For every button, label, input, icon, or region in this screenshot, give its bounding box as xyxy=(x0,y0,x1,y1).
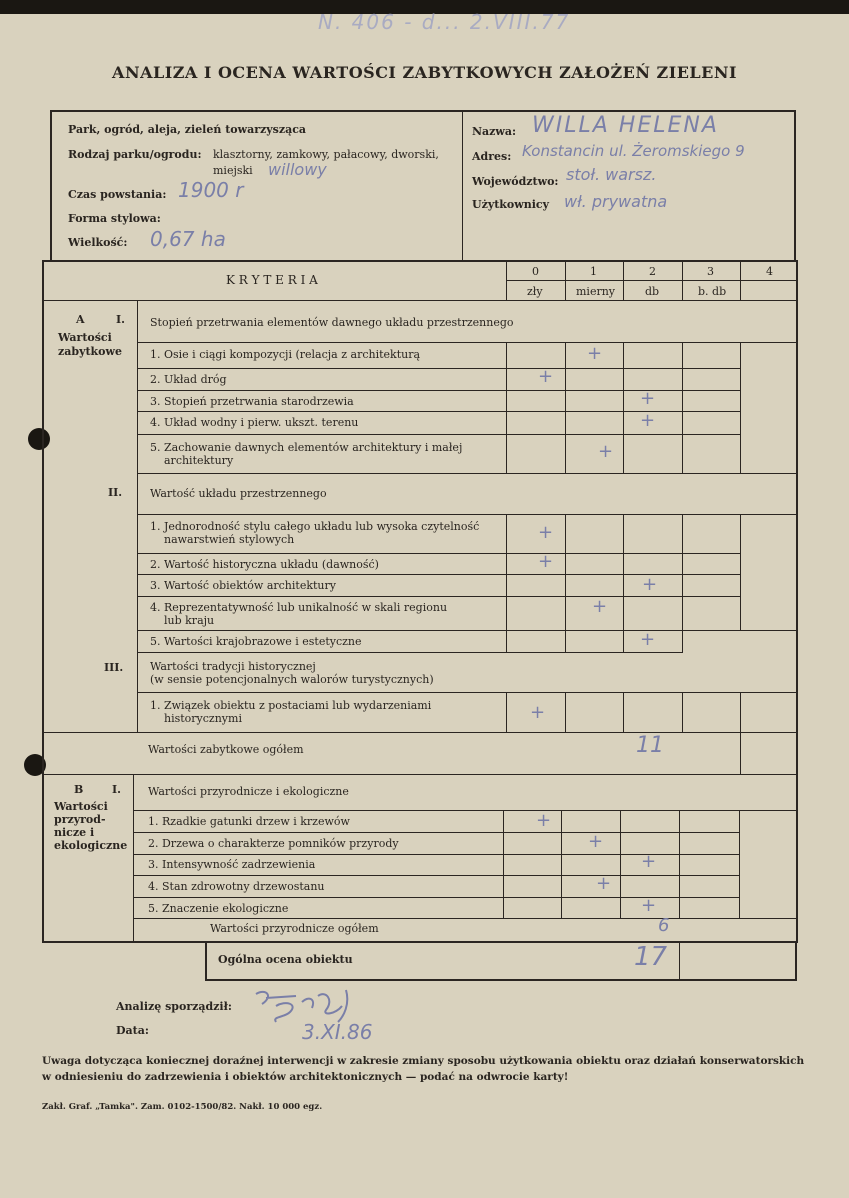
section-a-iii-num: III. xyxy=(104,661,124,674)
section-b-name-3: nicze i xyxy=(54,826,95,839)
grid-col xyxy=(503,810,504,918)
overall-label: Ogólna ocena obiektu xyxy=(218,953,353,966)
criteria-header: K R Y T E R I A xyxy=(226,273,318,287)
section-b-title: Wartości przyrodnicze i ekologiczne xyxy=(148,785,349,798)
grid-col xyxy=(623,514,624,652)
row-rule xyxy=(137,342,798,343)
score-mark: + xyxy=(641,895,657,916)
section-a-ii-num: II. xyxy=(108,486,123,499)
score-mark: + xyxy=(598,441,614,462)
score-mark: + xyxy=(641,851,657,872)
left-col-line xyxy=(133,774,134,942)
park-type-options-2: miejski xyxy=(213,164,253,177)
archive-note: N. 406 - d... 2.VIII.77 xyxy=(318,10,571,34)
size-label: Wielkość: xyxy=(68,236,128,249)
section-a-letter: A xyxy=(76,313,85,326)
score-label-3: b. db xyxy=(698,285,727,298)
section-b-letter: B xyxy=(74,783,84,796)
grid-col xyxy=(740,692,741,732)
park-type-value: willowy xyxy=(268,160,327,179)
score-mark: + xyxy=(642,574,658,595)
grid-col xyxy=(740,342,741,473)
row-rule xyxy=(42,732,798,733)
grid-col xyxy=(682,692,683,732)
row-rule xyxy=(133,810,798,811)
score-col-line xyxy=(506,262,507,300)
header-rule xyxy=(42,300,798,301)
score-col-line xyxy=(623,262,624,300)
score-mark: + xyxy=(588,831,604,852)
score-label-2: db xyxy=(645,285,660,298)
score-mark: + xyxy=(640,410,656,431)
score-0: 0 xyxy=(532,265,539,278)
header-rule xyxy=(506,280,798,281)
section-a-total-label: Wartości zabytkowe ogółem xyxy=(148,743,304,756)
b-row-3: 3. Intensywność zadrzewienia xyxy=(148,858,316,871)
author-label: Analizę sporządził: xyxy=(116,1000,232,1013)
a-iii-row-1-cont: historycznymi xyxy=(164,712,242,725)
info-divider xyxy=(462,110,463,262)
address-value: Konstancin ul. Żeromskiego 9 xyxy=(522,142,745,160)
name-label: Nazwa: xyxy=(472,125,517,138)
grid-col xyxy=(506,342,507,473)
score-label-1: mierny xyxy=(576,285,616,298)
grid-col xyxy=(682,342,683,473)
address-label: Adres: xyxy=(472,150,512,163)
row-rule xyxy=(42,774,798,775)
grid-col xyxy=(740,514,741,630)
section-a-iii-title-2: (w sensie potencjonalnych walorów turystycznych) xyxy=(150,673,434,686)
a-i-row-4: 4. Układ wodny i pierw. ukszt. terenu xyxy=(150,416,359,429)
row-rule xyxy=(137,692,798,693)
date-value: 3.XI.86 xyxy=(302,1020,373,1044)
section-a-ii-title: Wartość układu przestrzennego xyxy=(150,487,327,500)
grid-col xyxy=(739,810,740,918)
score-mark: + xyxy=(530,702,546,723)
time-value: 1900 r xyxy=(178,178,244,202)
a-i-row-1: 1. Osie i ciągi kompozycji (relacja z architekturą xyxy=(150,348,421,361)
grid-col xyxy=(565,342,566,473)
a-ii-row-1-cont: nawarstwień stylowych xyxy=(164,533,295,546)
score-1: 1 xyxy=(590,265,597,278)
users-label: Użytkownicy xyxy=(472,198,550,211)
section-b-name: Wartości xyxy=(54,800,108,813)
name-value: WILLA HELENA xyxy=(532,113,719,138)
b-row-2: 2. Drzewa o charakterze pomników przyrody xyxy=(148,837,399,850)
section-a-iii-title: Wartości tradycji historycznej xyxy=(150,660,316,673)
note-line-1: Uwaga dotycząca koniecznej doraźnej interwencji w zakresie zmiany sposobu użytkowania obiektu oraz działań konserwatorskich xyxy=(42,1055,805,1067)
users-value: wł. prywatna xyxy=(564,192,668,211)
grid-col xyxy=(506,514,507,652)
voivodeship-label: Województwo: xyxy=(472,175,559,188)
section-b-name-4: ekologiczne xyxy=(54,839,128,852)
park-type-label: Rodzaj parku/ogrodu: xyxy=(68,148,202,161)
score-col-line xyxy=(682,262,683,300)
style-label: Forma stylowa: xyxy=(68,212,161,225)
park-type-options: klasztorny, zamkowy, pałacowy, dworski, xyxy=(213,148,439,161)
section-a-total-value: 11 xyxy=(636,733,664,758)
score-mark: + xyxy=(640,629,656,650)
section-a-name-2: zabytkowe xyxy=(58,345,122,358)
note-line-2: w odniesieniu do zadrzewienia i obiektów architektonicznych — podać na odwrocie karty! xyxy=(42,1071,569,1083)
grid-col xyxy=(682,514,683,652)
row-rule xyxy=(137,434,741,435)
row-rule xyxy=(133,918,798,919)
date-label: Data: xyxy=(116,1024,149,1037)
grid-col xyxy=(561,810,562,918)
a-i-row-5-cont: architektury xyxy=(164,454,234,467)
a-ii-row-4: 4. Reprezentatywność lub unikalność w skali regionu xyxy=(150,601,448,614)
grid-col xyxy=(506,692,507,732)
overall-divider xyxy=(679,941,680,981)
voivodeship-value: stoł. warsz. xyxy=(566,165,657,184)
time-label: Czas powstania: xyxy=(68,188,167,201)
row-rule xyxy=(133,875,739,876)
score-mark: + xyxy=(587,343,603,364)
b-row-4: 4. Stan zdrowotny drzewostanu xyxy=(148,880,325,893)
row-rule xyxy=(133,832,739,833)
score-label-0: zły xyxy=(527,285,543,298)
score-mark: + xyxy=(536,810,552,831)
total-col xyxy=(740,732,741,774)
grid-col xyxy=(623,692,624,732)
a-iii-row-1: 1. Związek obiektu z postaciami lub wydarzeniami xyxy=(150,699,432,712)
row-rule xyxy=(137,652,683,653)
score-4: 4 xyxy=(766,265,773,278)
score-mark: + xyxy=(538,522,554,543)
score-mark: + xyxy=(640,388,656,409)
a-ii-row-5: 5. Wartości krajobrazowe i estetyczne xyxy=(150,635,362,648)
a-ii-row-3: 3. Wartość obiektów architektury xyxy=(150,579,336,592)
row-rule xyxy=(137,630,798,631)
a-i-row-3: 3. Stopień przetrwania starodrzewia xyxy=(150,395,354,408)
row-rule xyxy=(137,553,741,554)
a-ii-row-1: 1. Jednorodność stylu całego układu lub wysoka czytelność xyxy=(150,520,480,533)
park-label: Park, ogród, aleja, zieleń towarzysząca xyxy=(68,123,307,136)
row-rule xyxy=(137,514,798,515)
a-ii-row-2: 2. Wartość historyczna układu (dawność) xyxy=(150,558,379,571)
section-b-name-2: przyrod- xyxy=(54,813,106,826)
score-mark: + xyxy=(538,366,554,387)
score-mark: + xyxy=(596,873,612,894)
grid-col xyxy=(620,810,621,918)
grid-col xyxy=(679,810,680,918)
print-info: Zakł. Graf. „Tamka". Zam. 0102-1500/82. Nakł. 10 000 egz. xyxy=(42,1102,323,1112)
grid-col xyxy=(623,342,624,473)
score-col-line xyxy=(565,262,566,300)
section-a-i-title: Stopień przetrwania elementów dawnego układu przestrzennego xyxy=(150,316,514,329)
b-row-1: 1. Rzadkie gatunki drzew i krzewów xyxy=(148,815,350,828)
a-i-row-5: 5. Zachowanie dawnych elementów architektury i małej xyxy=(150,441,463,454)
grid-col xyxy=(565,514,566,652)
row-rule xyxy=(137,368,741,369)
form-title: ANALIZA I OCENA WARTOŚCI ZABYTKOWYCH ZAŁOŻEŃ ZIELENI xyxy=(112,63,737,82)
score-2: 2 xyxy=(649,265,656,278)
a-ii-row-4-cont: lub kraju xyxy=(164,614,215,627)
section-b-total-label: Wartości przyrodnicze ogółem xyxy=(210,922,379,935)
b-row-5: 5. Znaczenie ekologiczne xyxy=(148,902,289,915)
score-3: 3 xyxy=(707,265,714,278)
size-value: 0,67 ha xyxy=(150,227,226,251)
row-rule xyxy=(137,473,798,474)
grid-col xyxy=(565,692,566,732)
row-rule xyxy=(137,596,741,597)
a-i-row-2: 2. Układ dróg xyxy=(150,373,227,386)
section-a-i-num: I. xyxy=(116,313,125,326)
section-b-i-num: I. xyxy=(112,783,121,796)
score-mark: + xyxy=(592,596,608,617)
section-b-total-value: 6 xyxy=(658,915,670,936)
section-a-name: Wartości xyxy=(58,331,112,344)
left-col-line xyxy=(137,300,138,732)
score-col-line xyxy=(740,262,741,300)
overall-value: 17 xyxy=(634,942,668,972)
score-mark: + xyxy=(538,551,554,572)
